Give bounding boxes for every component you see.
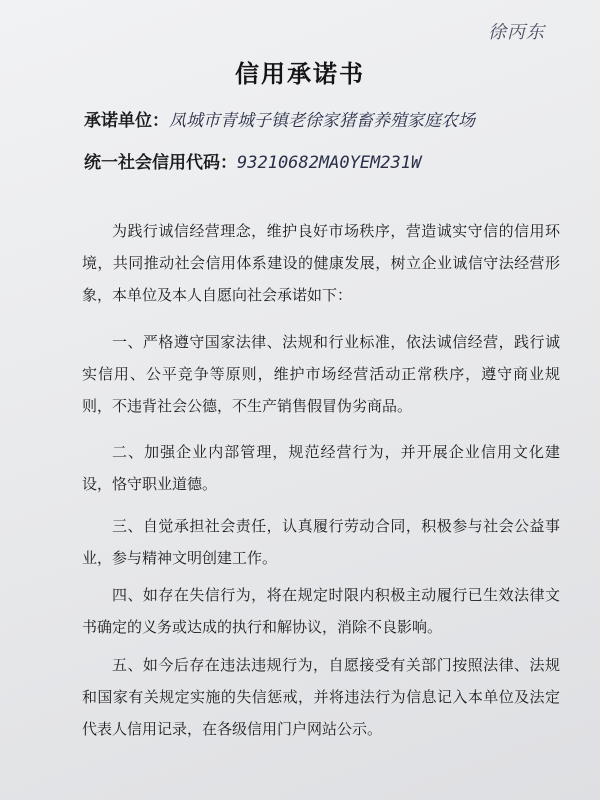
credit-code-field [84,148,421,173]
commitment-paragraph-3: 三、自觉承担社会责任，认真履行劳动合同，积极参与社会公益事业，参与精神文明创建工作。 [82,517,560,567]
document-title: 信用承诺书 [235,60,365,88]
handwritten-signature: 徐丙东 [488,22,545,43]
commitment-unit-field [84,106,475,131]
commitment-paragraph-2: 二、加强企业内部管理，规范经营行为，并开展企业信用文化建设，恪守职业道德。 [82,443,560,493]
commitment-paragraph-5: 五、如今后存在违法违规行为，自愿接受有关部门按照法律、法规和国家有关规定实施的失信惩戒，并将违法行为信息记入本单位及法定代表人信用记录，在各级信用门户网站公示。 [82,656,560,738]
commitment-unit-label: 承诺单位： [84,111,169,131]
intro-paragraph: 为践行诚信经营理念，维护良好市场秩序，营造诚实守信的信用环境，共同推动社会信用体系建设的健康发展，树立企业诚信守法经营形象，本单位及本人自愿向社会承诺如下： [82,222,560,304]
commitment-paragraph-4: 四、如存在失信行为，将在规定时限内积极主动履行已生效法律文书确定的义务或达成的执行和解协议，消除不良影响。 [82,586,560,636]
credit-code-value: 93210682MA0YEM231W [237,153,422,173]
commitment-paragraph-1: 一、严格遵守国家法律、法规和行业标准，依法诚信经营，践行诚实信用、公平竞争等原则，维护市场经营活动正常秩序，遵守商业规则，不违背社会公德，不生产销售假冒伪劣商品。 [82,333,560,415]
credit-code-label: 统一社会信用代码： [84,153,237,173]
commitment-unit-value: 凤城市青城子镇老徐家猪畜养殖家庭农场 [169,111,475,131]
